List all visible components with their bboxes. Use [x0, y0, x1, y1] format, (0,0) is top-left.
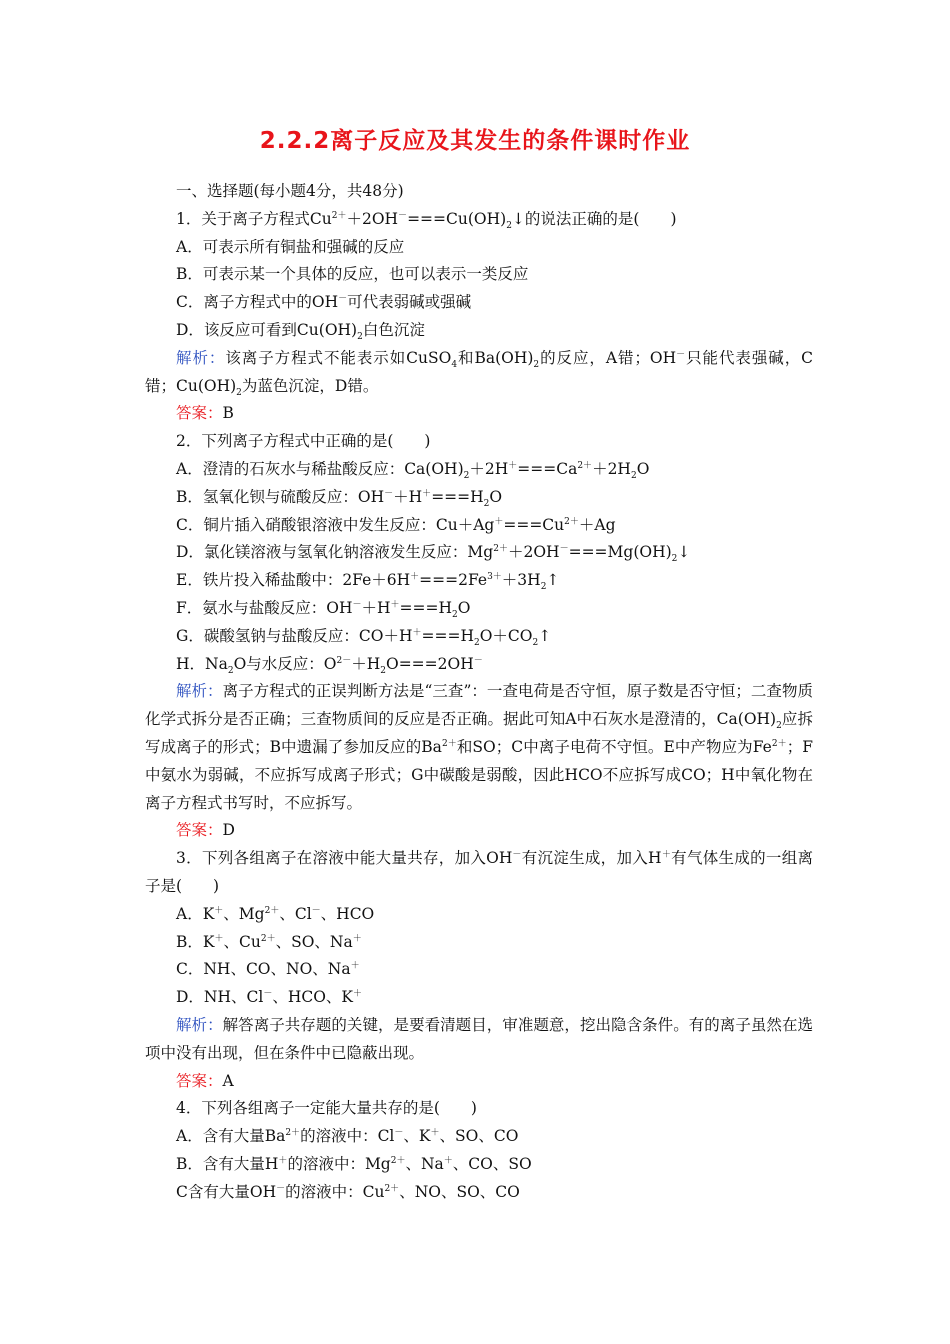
explanation-label: 解析： — [176, 1015, 223, 1034]
q1-answer: 答案：B — [176, 404, 234, 423]
q3-explanation: 解析：解答离子共存题的关键，是要看清题目，审准题意，挖出隐含条件。有的离子虽然在选项中没有出现，但在条件中已隐蔽出现。 — [145, 1015, 813, 1062]
q2-option-e: E．铁片投入稀盐酸中：$2Fe+6H^+===2Fe^{3+}+3H_2↑$ — [176, 571, 560, 593]
q2-option-a: A．澄清的石灰水与稀盐酸反应：$Ca(OH)_2+2H^+===Ca^{2+}+2H_2O$ — [176, 459, 650, 482]
q3-option-a: A．K＋、$Mg^{2+}$、Cl－、HCO — [176, 904, 375, 923]
q2-option-b: B．氢氧化钡与硫酸反应：$OH^-+H^+===H_2O$ — [176, 487, 503, 509]
q4-option-a: A．含有大量$Ba^{2+}$的溶液中：Cl－、K＋、SO、CO — [176, 1127, 519, 1146]
q2-explanation: 解析：离子方程式的正误判断方法是“三查”：一查电荷是否守恒，原子数是否守恒；二查物质化学式拆分是否正确；三查物质间的反应是否正确。据此可知A中石灰水是澄清的，$Ca(OH)_2$应拆写成离子的形式；B中遗漏了参加反应的$Ba^{2+}$和SO；C中离子电荷不守恒。E中产物应为$Fe^{2+}$；F中氨水为弱碱，不应拆写成离子形式；G中碳酸是弱酸，因此HCO不应拆写成CO；H中氧化物在离子方程式书写时，不应拆写。 — [145, 682, 814, 812]
q2-option-g: G．碳酸氢钠与盐酸反应：$CO+H^+===H_2O+CO_2↑$ — [176, 626, 552, 648]
q1-option-c: C．离子方程式中的OH－可代表弱碱或强碱 — [176, 293, 472, 312]
q2-option-f: F．氨水与盐酸反应：$OH^-+H^+===H_2O$ — [176, 598, 471, 621]
page-title: 2.2.2离子反应及其发生的条件课时作业 — [259, 128, 691, 154]
answer-label: 答案： — [176, 821, 223, 840]
answer-label: 答案： — [176, 1071, 223, 1090]
q3-option-b: B．K＋、$Cu^{2+}$、SO、Na＋ — [176, 932, 362, 951]
q1-option-a: A．可表示所有铜盐和强碱的反应 — [176, 237, 405, 256]
q3-answer: 答案：A — [176, 1071, 234, 1090]
q3-option-c: C．NH、CO、NO、Na＋ — [176, 960, 360, 979]
q4-option-b: B．含有大量H＋的溶液中：$Mg^{2+}$、Na＋、CO、SO — [176, 1154, 532, 1173]
explanation-label: 解析： — [176, 682, 223, 701]
q3-stem: 3．下列各组离子在溶液中能大量共存，加入OH－有沉淀生成，加入H＋有气体生成的一组离子是( ) — [145, 849, 813, 895]
q4-option-c: C含有大量OH－的溶液中：$Cu^{2+}$、NO、SO、CO — [176, 1182, 520, 1201]
q2-option-h: H．$Na_2O$与水反应：$O^{2-}+H_2O===2OH^-$ — [176, 654, 483, 676]
q4-stem: 4．下列各组离子一定能大量共存的是( ) — [176, 1099, 477, 1118]
q1-option-d: D．该反应可看到$Cu(OH)_2$白色沉淀 — [176, 320, 425, 343]
q1-option-b: B．可表示某一个具体的反应，也可以表示一类反应 — [176, 265, 529, 284]
q2-answer: 答案：D — [176, 821, 235, 840]
q2-stem: 2．下列离子方程式中正确的是( ) — [176, 432, 431, 451]
document-body — [145, 178, 813, 1206]
q1-stem: 1．关于离子方程式$Cu^{2+}+2OH^-===Cu(OH)_2↓$的说法正确的是( ) — [176, 209, 677, 231]
q2-option-d: D．氯化镁溶液与氢氧化钠溶液发生反应：$Mg^{2+}+2OH^-===Mg(OH)_2↓$ — [176, 543, 691, 565]
explanation-label: 解析： — [176, 348, 226, 367]
answer-label: 答案： — [176, 404, 223, 423]
section-heading: 一、选择题(每小题4分，共48分) — [176, 182, 404, 200]
q2-option-c: C．铜片插入硝酸银溶液中发生反应：$Cu+Ag^+===Cu^{2+}+Ag$ — [176, 515, 616, 534]
q1-explanation: 解析：该离子方程式不能表示如CuSO$_4$和$Ba(OH)_2$的反应，A错；OH－只能代表强碱，C错；$Cu(OH)_2$为蓝色沉淀，D错。 — [145, 348, 814, 398]
q3-option-d: D．NH、Cl－、HCO、K＋ — [176, 988, 363, 1007]
